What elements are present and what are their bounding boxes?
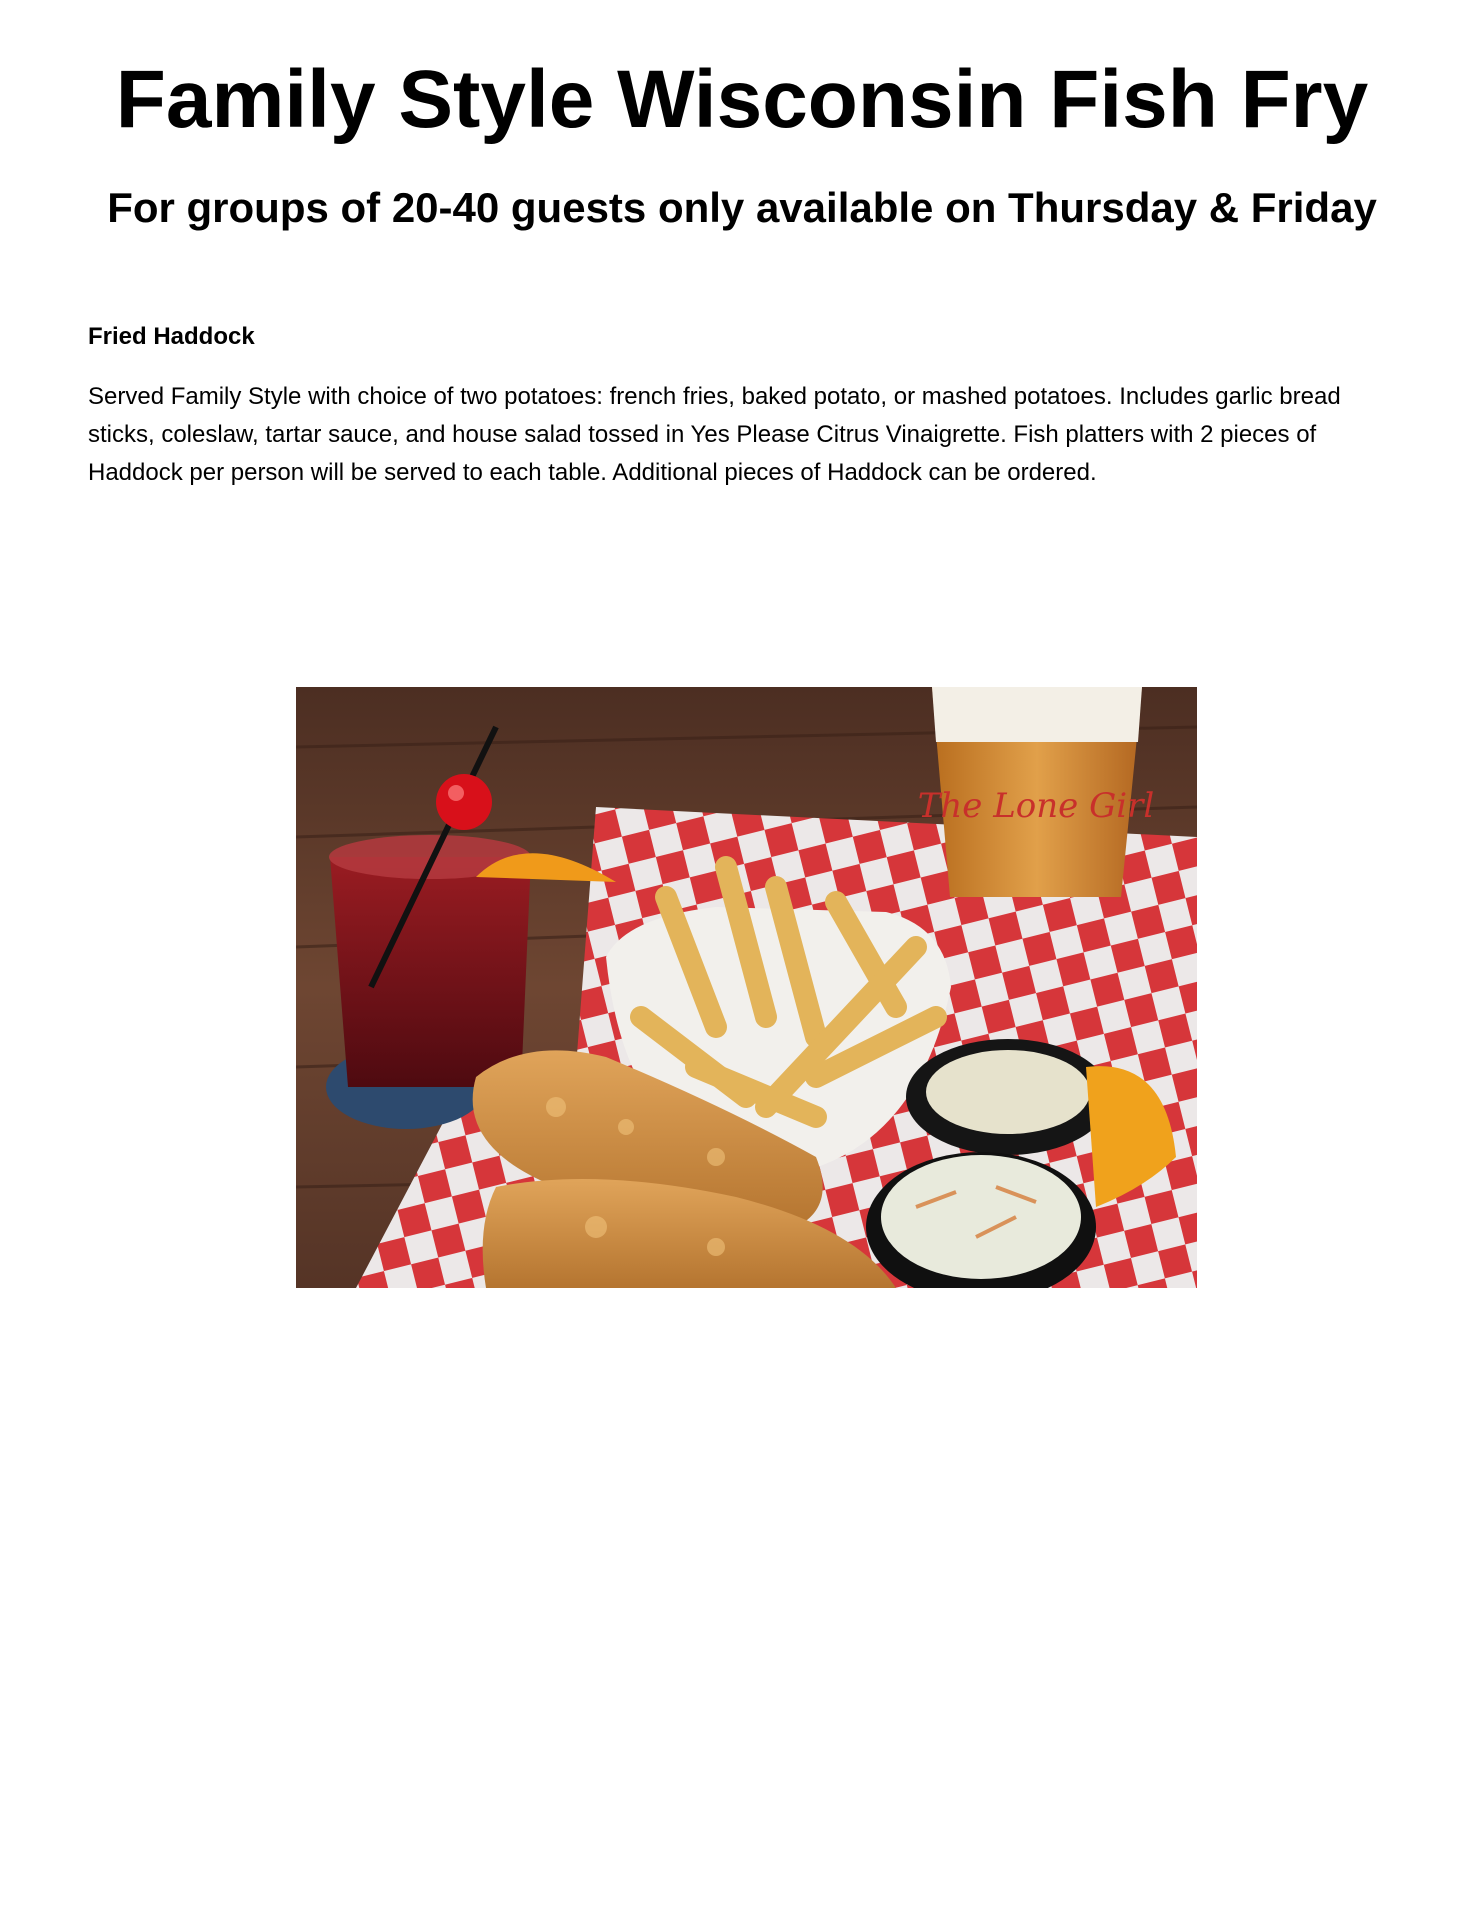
page-subtitle: For groups of 20-40 guests only available on Thursday & Friday (107, 184, 1377, 231)
page-title: Family Style Wisconsin Fish Fry (115, 54, 1369, 145)
tartar-sauce-cup (906, 1039, 1110, 1155)
glass-logo-text: The Lone Girl (917, 786, 1155, 826)
beer-glass (918, 687, 1155, 897)
fish-fry-illustration (296, 687, 1197, 1288)
menu-item-description: Served Family Style with choice of two potatoes: french fries, baked potato, or mashed potatoes. Includes garlic bread sticks, coleslaw, tartar sauce, and house salad tossed in Yes Please Citrus Vinaigrette. Fish platters with 2 pieces of Haddock per person will be served to each table. Additional pieces of Haddock can be ordered. (88, 383, 1341, 486)
menu-item-name: Fried Haddock (88, 323, 255, 350)
fish-fry-photo (296, 687, 1197, 1288)
